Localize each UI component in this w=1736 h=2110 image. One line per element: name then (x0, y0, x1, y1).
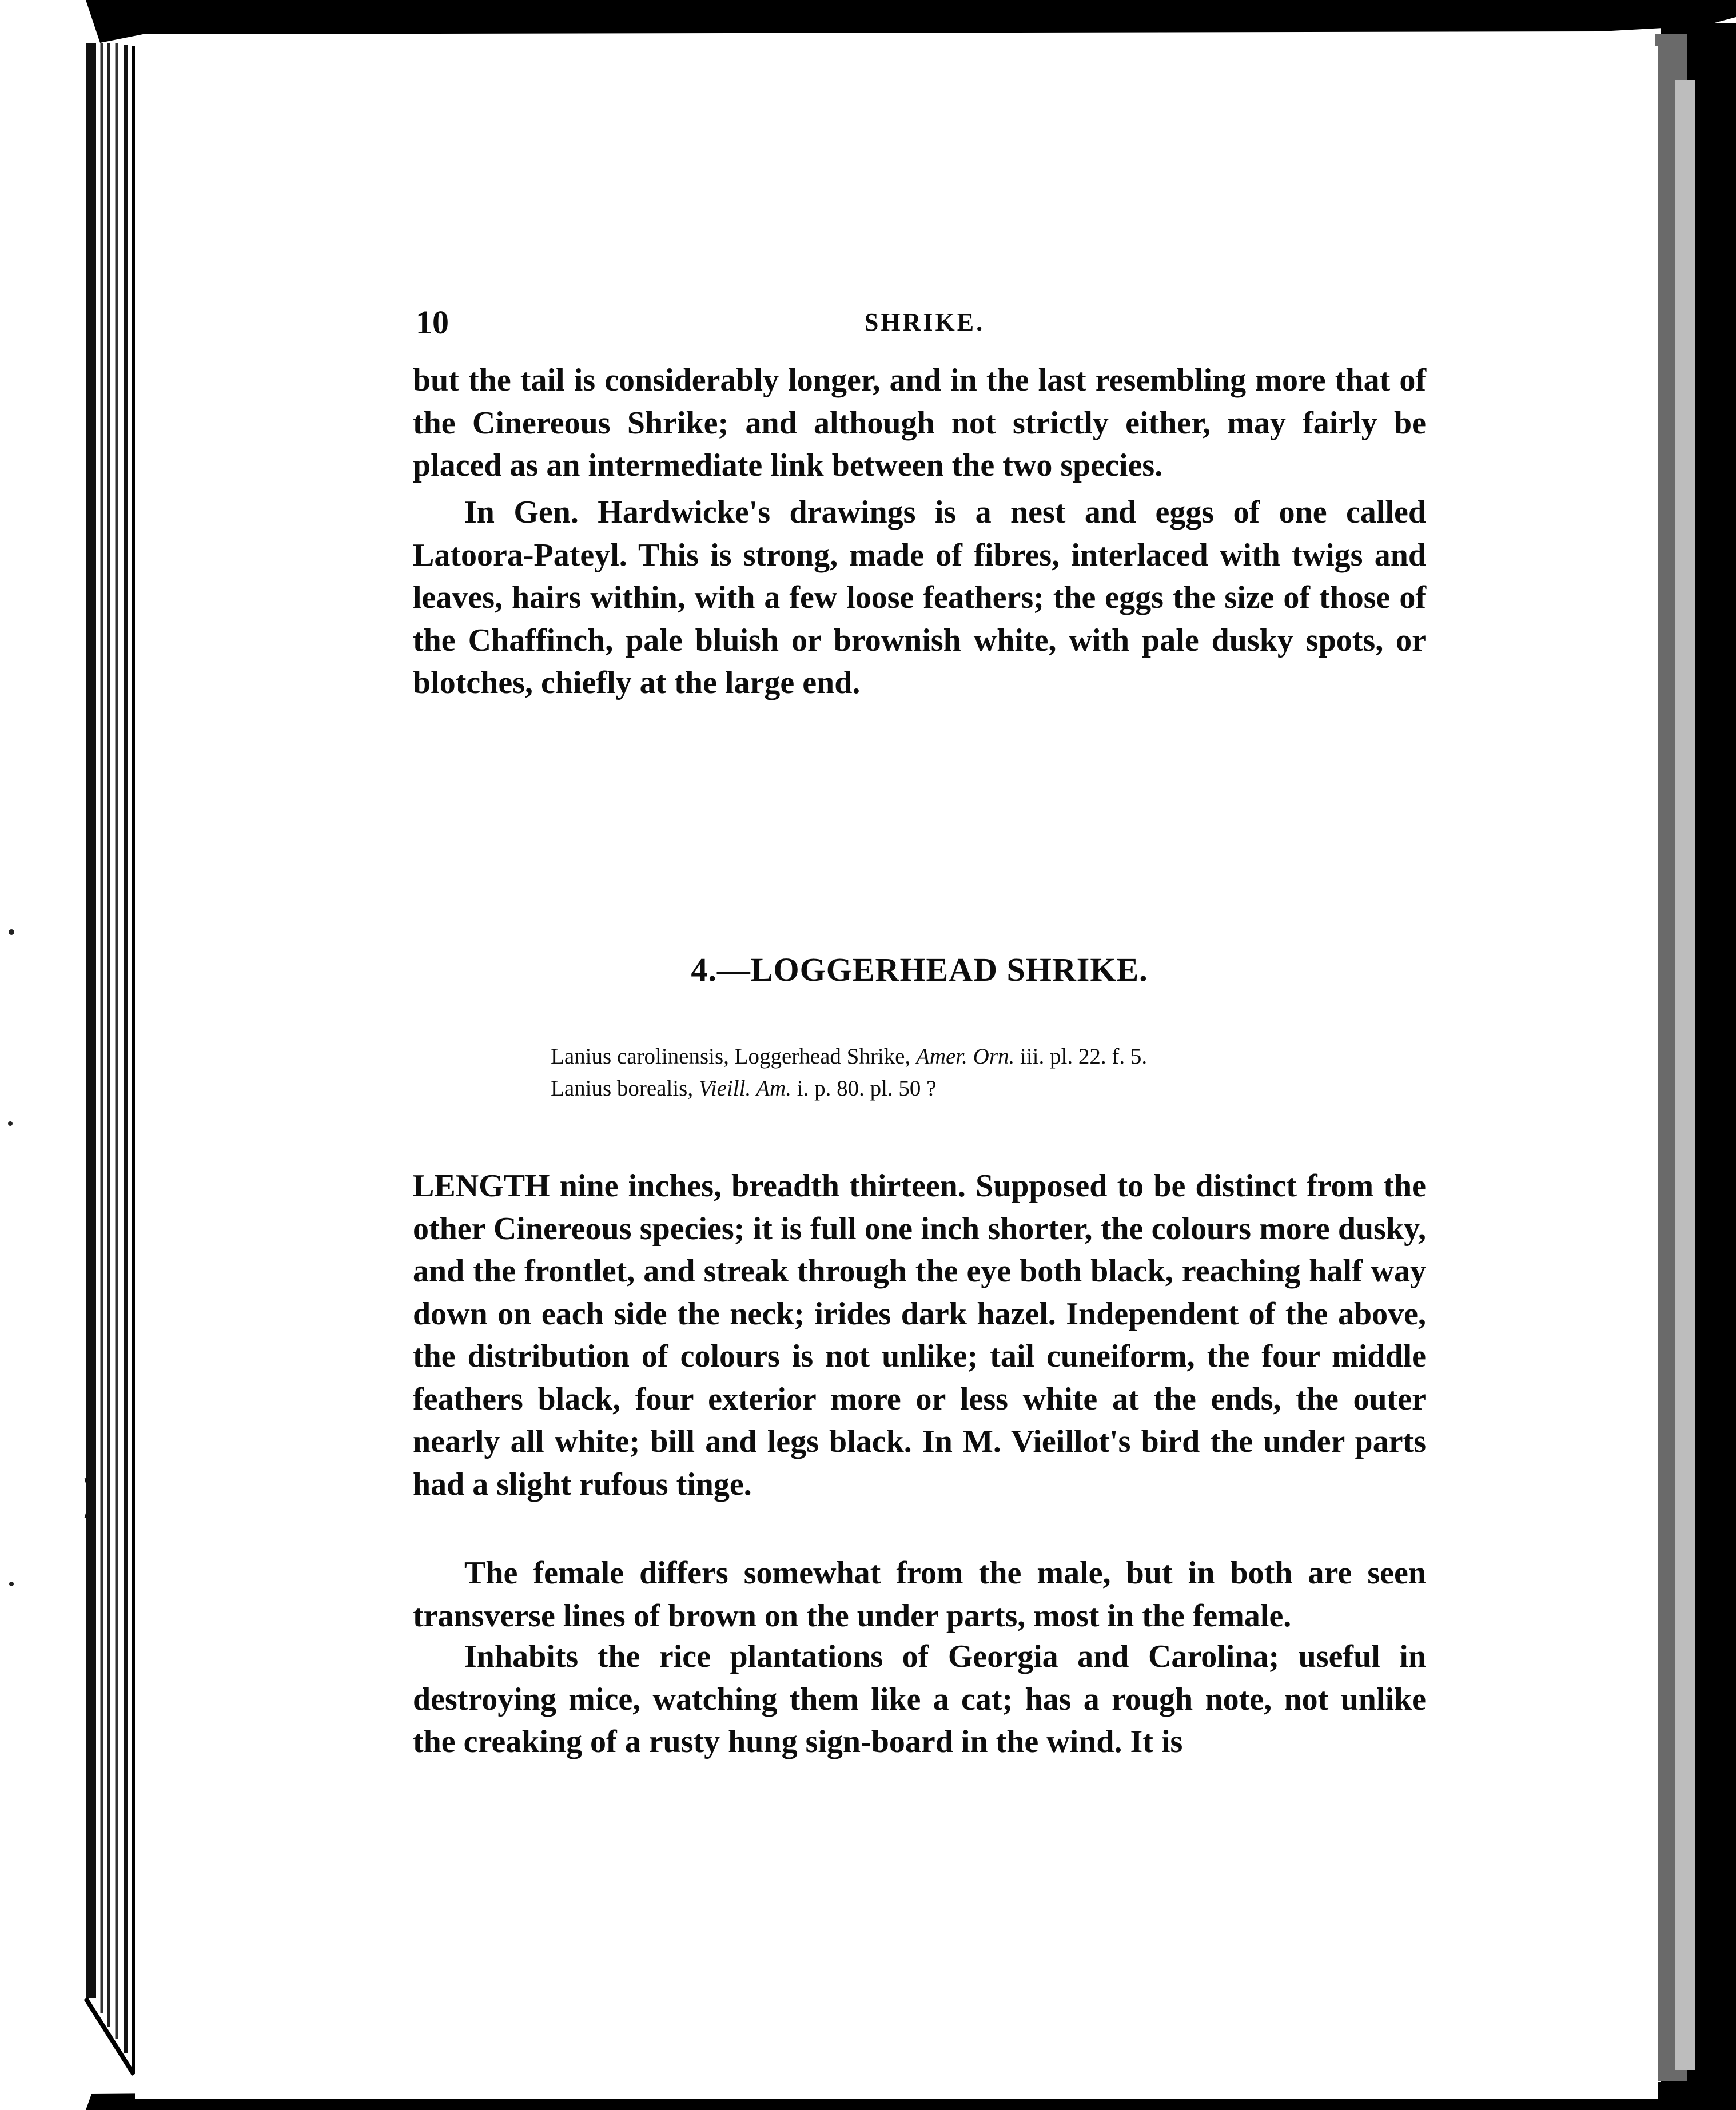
synonym-name: Lanius borealis, (551, 1076, 694, 1101)
running-title: SHRIKE. (864, 308, 985, 336)
nest-paragraph: In Gen. Hardwicke's drawings is a nest and eggs of one called Latoora-Pateyl. This is strong, made of fibres, interlaced with twigs and leaves, hairs within, with a few loose feathers; the eggs the size of those of the Chaffinch, pale bluish or brownish white, with pale dusky spots, or blotches, chiefly at the large end. (413, 495, 1426, 700)
description-paragraph: LENGTH nine inches, breadth thirteen. Supposed to be distinct from the other Cinereous species; it is full one inch shorter, the colours more dusky, and the frontlet, and streak through the eye both black, reaching half way down on each side the neck; irides dark hazel. Independent of the above, the distribution of colours is not unlike; tail cuneiform, the four middle feathers black, four exterior more or less white at the ends, the outer nearly all white; bill and legs black. In M. Vieillot's bird the under parts had a slight rufous tinge. (413, 1168, 1426, 1502)
running-header (416, 303, 1434, 343)
section-heading: 4.—LOGGERHEAD SHRIKE. (691, 951, 1148, 988)
continued-paragraph: but the tail is considerably longer, and in the last resembling more that of the Cinereous Shrike; and although not strictly either, may fairly be placed as an intermediate link between the two species. (413, 363, 1426, 483)
female-paragraph: The female differs somewhat from the male, but in both are seen transverse lines of brown on the under parts, most in the female. (413, 1555, 1426, 1634)
page-number: 10 (416, 304, 449, 341)
synonym-line (551, 1073, 1351, 1105)
synonym-reference-work: Vieill. Am. (698, 1076, 791, 1101)
synonym-line (551, 1041, 1351, 1073)
synonym-reference-detail: i. p. 80. pl. 50 ? (797, 1076, 937, 1101)
habitat-paragraph: Inhabits the rice plantations of Georgia and Carolina; useful in destroying mice, watching them like a cat; has a rough note, not unlike the creaking of a rusty hung sign-board in the wind. It is (413, 1639, 1426, 1759)
synonym-reference-work: Amer. Orn. (916, 1044, 1015, 1069)
synonymy-block (551, 1041, 1351, 1105)
synonym-reference-detail: iii. pl. 22. f. 5. (1020, 1044, 1148, 1069)
synonym-name: Lanius carolinensis, Loggerhead Shrike, (551, 1044, 911, 1069)
